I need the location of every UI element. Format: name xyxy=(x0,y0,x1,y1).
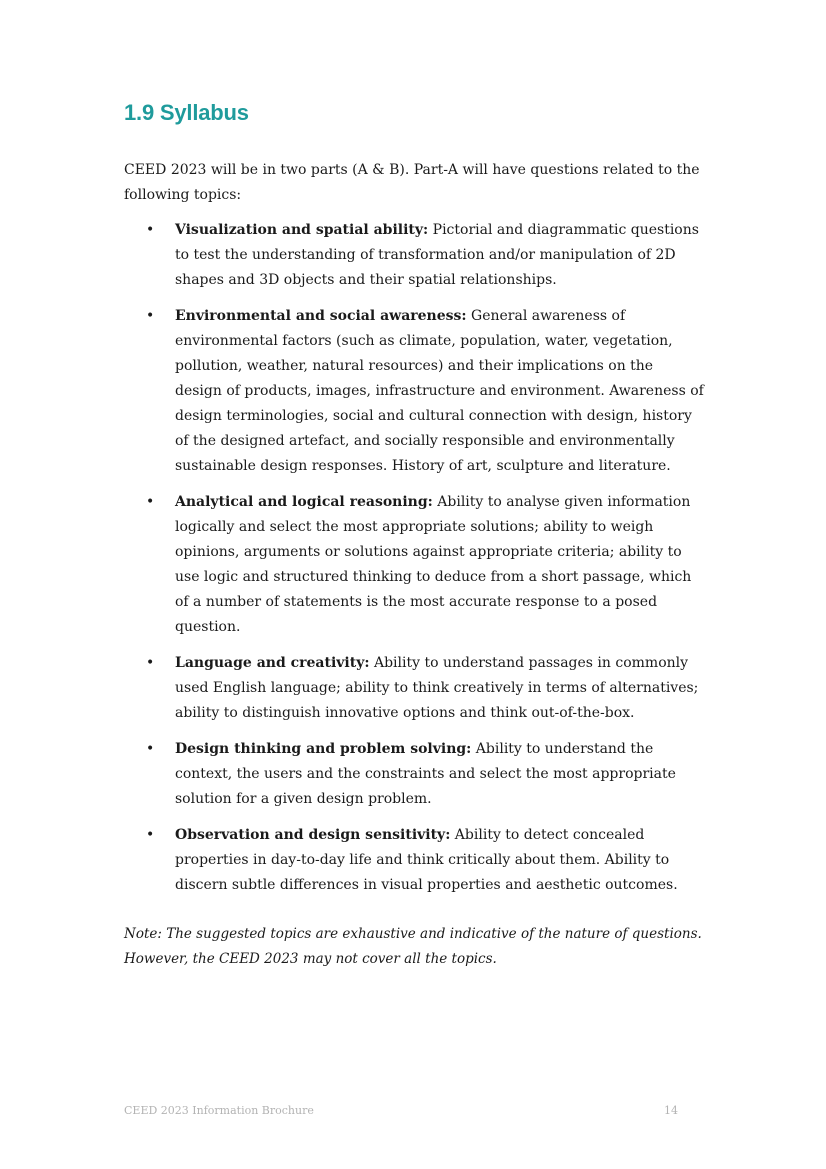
topic-title: Design thinking and problem solving: xyxy=(175,741,472,757)
topic-list xyxy=(124,218,704,909)
bullet-icon: • xyxy=(146,827,155,843)
list-item xyxy=(124,823,704,898)
bullet-icon: • xyxy=(146,741,155,757)
footer-title: CEED 2023 Information Brochure xyxy=(124,1104,314,1117)
topic-description: General awareness of environmental factors (such as climate, population, water, vegetation, pollution, weather, natural resources) and their implications on the design of products, images, infrastructure and environment. Awareness of design terminologies, social and cultural connection with design, history of the designed artefact, and socially responsible and environmentally sustainable design responses. History of art, sculpture and literature. xyxy=(175,308,704,474)
list-item xyxy=(124,218,704,293)
list-item xyxy=(124,737,704,812)
intro-paragraph: CEED 2023 will be in two parts (A & B). Part-A will have questions related to the following topics: xyxy=(124,162,700,203)
bullet-icon: • xyxy=(146,222,155,238)
section-heading: 1.9 Syllabus xyxy=(124,100,249,125)
topic-description: Ability to analyse given information logically and select the most appropriate solutions; ability to weigh opinions, arguments or solutions against appropriate criteria; ability to use logic and structured thinking to deduce from a short passage, which of a number of statements is the most accurate response to a posed question. xyxy=(175,494,692,635)
topic-title: Analytical and logical reasoning: xyxy=(175,494,433,510)
bullet-icon: • xyxy=(146,655,155,671)
topic-title: Language and creativity: xyxy=(175,655,370,671)
topic-description: Pictorial and diagrammatic questions to test the understanding of transformation and/or manipulation of 2D shapes and 3D objects and their spatial relationships. xyxy=(175,222,699,288)
bullet-icon: • xyxy=(146,308,155,324)
note-paragraph: Note: The suggested topics are exhaustive and indicative of the nature of questions. However, the CEED 2023 may not cover all the topics. xyxy=(124,926,702,967)
topic-description: Ability to understand passages in commonly used English language; ability to think creatively in terms of alternatives; ability to distinguish innovative options and think out-of-the-box. xyxy=(175,655,699,721)
topic-title: Environmental and social awareness: xyxy=(175,308,467,324)
list-item xyxy=(124,490,704,640)
topic-title: Visualization and spatial ability: xyxy=(175,222,429,238)
list-item xyxy=(124,304,704,479)
page-number: 14 xyxy=(664,1104,678,1117)
list-item xyxy=(124,651,704,726)
topic-description: Ability to understand the context, the users and the constraints and select the most appropriate solution for a given design problem. xyxy=(175,741,676,807)
topic-description: Ability to detect concealed properties in day-to-day life and think critically about them. Ability to discern subtle differences in visual properties and aesthetic outcomes. xyxy=(175,827,678,893)
topic-title: Observation and design sensitivity: xyxy=(175,827,451,843)
bullet-icon: • xyxy=(146,494,155,510)
